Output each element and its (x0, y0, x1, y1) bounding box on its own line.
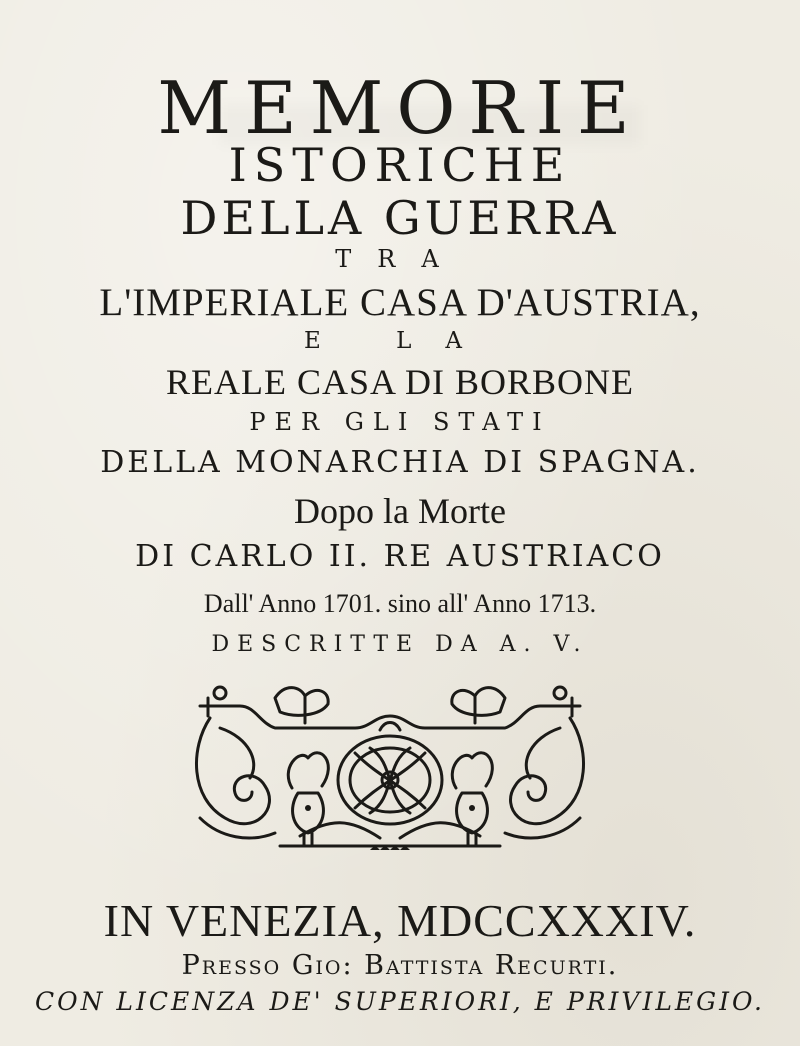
title-memorie: MEMORIE (157, 66, 643, 150)
title-dopo-la-morte: Dopo la Morte (294, 491, 506, 531)
imprint-printer: Presso Gio: Battista Recurti. (181, 950, 619, 981)
title-istoriche: ISTORICHE (228, 138, 572, 192)
title-casa-borbone: REALE CASA DI BORBONE (165, 362, 635, 402)
title-author: DESCRITTE DA A. V. (211, 632, 589, 657)
printer-device-icon (180, 668, 600, 868)
title-carlo-ii: DI CARLO II. RE AUSTRIACO (135, 539, 665, 574)
imprint-city: IN VENEZIA, MDCCXXXIV. (103, 895, 697, 946)
title-della-guerra: DELLA GUERRA (180, 191, 620, 245)
title-monarchia: DELLA MONARCHIA DI SPAGNA. (100, 445, 700, 480)
title-per-gli-stati: PER GLI STATI (249, 408, 551, 436)
title-e-la: E LA (304, 328, 496, 354)
title-casa-austria: L'IMPERIALE CASA D'AUSTRIA, (99, 281, 701, 324)
title-years: Dall' Anno 1701. sino all' Anno 1713. (203, 589, 597, 618)
title-tra: TRA (335, 245, 465, 273)
imprint-license: CON LICENZA DE' SUPERIORI, E PRIVILEGIO. (34, 987, 766, 1016)
